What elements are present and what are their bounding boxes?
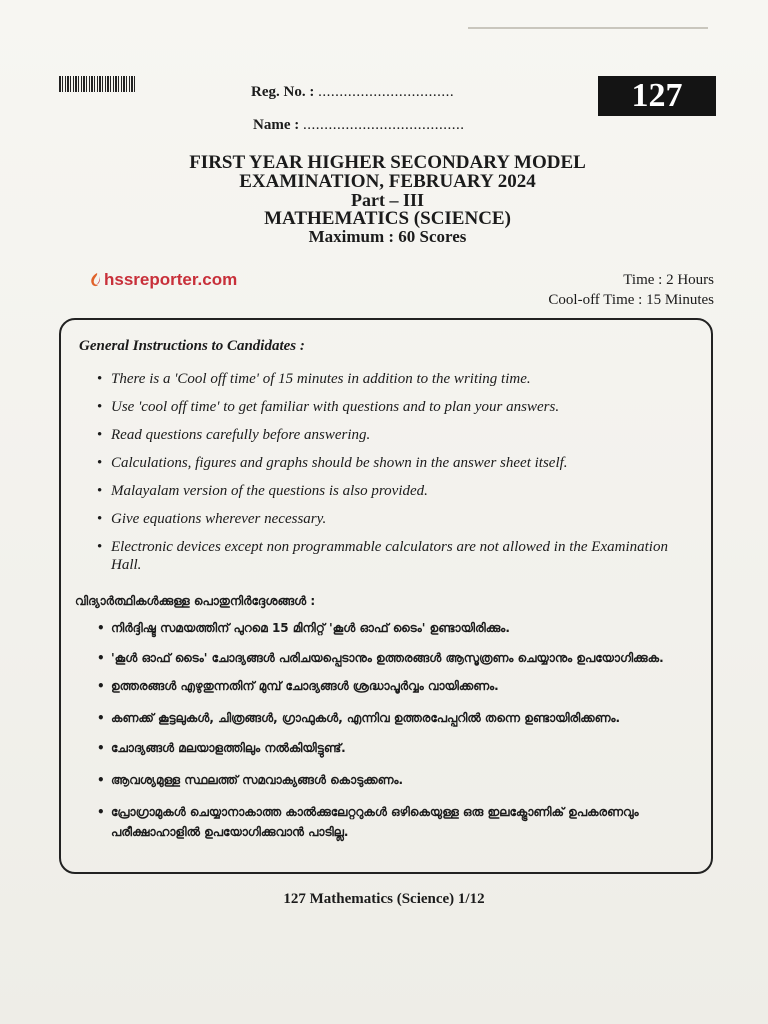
list-item: • ഉത്തരങ്ങൾ എഴുതുന്നതിന് മുമ്പ് ചോദ്യങ്ങൾ ശ്രദ്ധാപൂർവ്വം വായിക്കണം. [97,676,709,696]
max-scores: Maximum : 60 Scores [308,227,467,246]
name-field [253,117,464,134]
time-text: Time : 2 Hours [623,272,714,288]
list-item: • 'കൂൾ ഓഫ് ടൈം' ചോദ്യങ്ങൾ പരിചയപ്പെടാനും ഉത്തരങ്ങൾ ആസൂത്രണം ചെയ്യാനും ഉപയോഗിക്കുക. [97,648,709,668]
malayalam-instructions [97,618,709,842]
heading-subject: MATHEMATICS (SCIENCE) [264,208,511,229]
page-footer: 127 Mathematics (Science) 1/12 [283,891,485,907]
paper-code: 127 [598,76,716,116]
barcode [59,76,136,92]
instructions-panel [59,318,713,874]
reg-no-field [251,84,454,101]
reg-no-dots: ................................ [318,84,455,100]
list-item: • Read questions carefully before answering. [97,426,697,444]
list-item: • Malayalam version of the questions is also provided. [97,482,697,500]
name-label: Name : [253,117,300,133]
watermark-logo [90,270,237,290]
list-item: • Give equations wherever necessary. [97,510,697,528]
list-item: • ആവശ്യമുള്ള സ്ഥലത്ത് സമവാക്യങ്ങൾ കൊടുക്കണം. [97,770,709,790]
list-item: • നിർദ്ദിഷ്ട സമയത്തിന് പുറമെ 15 മിനിറ്റ് 'കൂൾ ഓഫ് ടൈം' ഉണ്ടായിരിക്കും. [97,618,709,638]
list-item: • Calculations, figures and graphs should be shown in the answer sheet itself. [97,454,697,472]
list-item: • കണക്ക് കൂട്ടലുകൾ, ചിത്രങ്ങൾ, ഗ്രാഫുകൾ, എന്നിവ ഉത്തരപേപ്പറിൽ തന്നെ ഉണ്ടായിരിക്കണം. [97,708,709,728]
heading-line1: FIRST YEAR HIGHER SECONDARY MODEL [189,152,586,173]
list-item: • പ്രോഗ്രാമുകൾ ചെയ്യാനാകാത്ത കാൽക്കുലേറ്ററുകൾ ഒഴികെയുള്ള ഒരു ഇലക്ട്രോണിക് ഉപകരണവും പരീക്ഷാഹാളിൽ ഉപയോഗിക്കുവാൻ പാടില്ല. [97,802,709,842]
heading-line2: EXAMINATION, FEBRUARY 2024 [239,171,536,192]
list-item: • Use 'cool off time' to get familiar with questions and to plan your answers. [97,398,697,416]
logo-icon [90,273,101,287]
reg-no-label: Reg. No. : [251,84,315,100]
scan-edge-line [468,27,708,29]
list-item: • Electronic devices except non programmable calculators are not allowed in the Examination Hall. [97,538,697,574]
malayalam-instructions-title: വിദ്യാർത്ഥികൾക്കുള്ള പൊതുനിർദ്ദേശങ്ങൾ : [75,594,316,608]
list-item: • There is a 'Cool off time' of 15 minutes in addition to the writing time. [97,370,697,388]
english-instructions [97,370,697,584]
watermark-text: hssreporter.com [104,270,238,289]
exam-heading [120,153,655,245]
list-item: • ചോദ്യങ്ങൾ മലയാളത്തിലും നൽകിയിട്ടുണ്ട്. [97,738,709,758]
name-dots: ...................................... [302,117,465,133]
heading-part: Part – III [351,190,424,210]
instructions-title: General Instructions to Candidates : [79,338,305,354]
cool-off-text: Cool-off Time : 15 Minutes [548,292,714,308]
time-info [548,270,714,310]
